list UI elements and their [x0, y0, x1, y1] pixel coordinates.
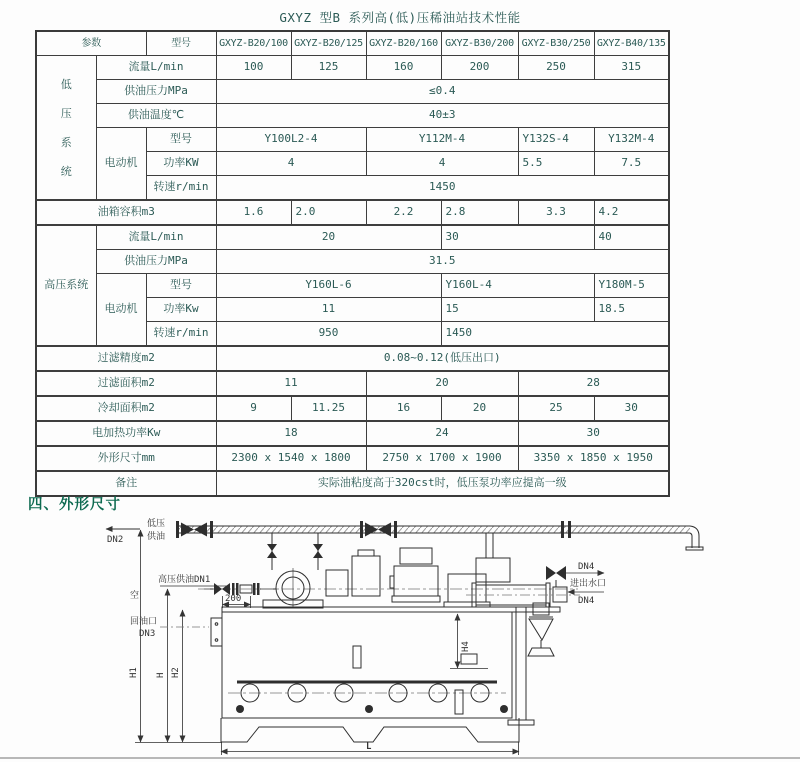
- table-cell: 电加热功率Kw: [36, 421, 216, 446]
- table-cell: 30: [594, 396, 669, 421]
- machinery: [263, 548, 580, 725]
- outline-drawing: [0, 500, 800, 758]
- table-cell: 20: [441, 396, 518, 421]
- table-cell: 9: [216, 396, 291, 421]
- table-cell: 供油温度℃: [96, 104, 216, 128]
- table-cell: 160: [366, 56, 441, 80]
- table-cell: 流量L/min: [96, 225, 216, 250]
- table-cell: 16: [366, 396, 441, 421]
- table-cell: 1450: [441, 322, 669, 347]
- table-row: [36, 446, 669, 471]
- table-row: [36, 371, 669, 396]
- page-divider: [0, 757, 800, 759]
- label-l: L: [366, 742, 372, 752]
- table-cell: 4: [366, 152, 518, 176]
- table-cell: 冷却面积m2: [36, 396, 216, 421]
- table-row: [36, 80, 669, 104]
- table-cell: 2750 x 1700 x 1900: [366, 446, 518, 471]
- label-dn4-bottom: DN4: [578, 596, 595, 606]
- table-cell: 高压系统: [36, 225, 96, 346]
- table-cell: 18.5: [594, 298, 669, 322]
- table-cell: 功率Kw: [146, 298, 216, 322]
- table-cell: 100: [216, 56, 291, 80]
- table-row: [36, 200, 669, 225]
- table-row: [36, 421, 669, 446]
- label-kong: 空: [130, 591, 140, 601]
- outline-drawing-svg: [0, 500, 800, 758]
- table-cell: GXYZ-B20/125: [291, 31, 366, 56]
- label-h: H: [156, 672, 166, 678]
- table-row: [36, 225, 669, 250]
- table-cell: 18: [216, 421, 366, 446]
- table-cell: 电动机: [96, 128, 146, 201]
- table-cell: 31.5: [216, 250, 669, 274]
- label-h1: H1: [129, 667, 139, 678]
- table-cell: 实际油粘度高于320cst时，低压泵功率应提高一级: [216, 471, 669, 496]
- table-cell: 15: [441, 298, 594, 322]
- table-cell: 20: [216, 225, 441, 250]
- label-return-port: 回油口: [130, 617, 158, 627]
- label-water-port: 进出水口: [570, 579, 607, 589]
- table-cell: 2.0: [291, 200, 366, 225]
- table-cell: 2.2: [366, 200, 441, 225]
- table-cell: Y160L-4: [441, 274, 594, 298]
- page-title: GXYZ 型B 系列高(低)压稀油站技术性能: [279, 10, 521, 25]
- table-cell: 250: [518, 56, 594, 80]
- table-cell: 4.2: [594, 200, 669, 225]
- table-row: [36, 31, 669, 56]
- table-row: [36, 56, 669, 80]
- table-cell: 40: [594, 225, 669, 250]
- table-row: [36, 274, 669, 298]
- table-cell: 功率KW: [146, 152, 216, 176]
- table-cell: 2.8: [441, 200, 518, 225]
- table-cell: GXYZ-B20/160: [366, 31, 441, 56]
- label-dn3: DN3: [139, 629, 156, 639]
- table-cell: 型号: [146, 274, 216, 298]
- table-cell: Y160L-6: [216, 274, 441, 298]
- table-cell: 5.5: [518, 152, 594, 176]
- table-cell: 4: [216, 152, 366, 176]
- table-cell: 950: [216, 322, 441, 347]
- table-cell: GXYZ-B40/135: [594, 31, 669, 56]
- table-cell: 供油压力MPa: [96, 80, 216, 104]
- table-row: [36, 104, 669, 128]
- table-cell: 24: [366, 421, 518, 446]
- table-cell: 28: [518, 371, 669, 396]
- table-cell: 3350 x 1850 x 1950: [518, 446, 669, 471]
- table-row: [36, 396, 669, 421]
- table-cell: 型号: [146, 128, 216, 152]
- table-cell: ≤0.4: [216, 80, 669, 104]
- table-row: [36, 250, 669, 274]
- table-cell: 125: [291, 56, 366, 80]
- table-cell: Y180M-5: [594, 274, 669, 298]
- table-row: [36, 346, 669, 371]
- table-cell: 转速r/min: [146, 322, 216, 347]
- table-row: [36, 471, 669, 496]
- table-cell: 30: [518, 421, 669, 446]
- table-cell: 供油压力MPa: [96, 250, 216, 274]
- table-row: [36, 128, 669, 152]
- table-cell: 转速r/min: [146, 176, 216, 201]
- table-cell: 过滤精度m2: [36, 346, 216, 371]
- table-cell: 25: [518, 396, 594, 421]
- table-cell: 1450: [216, 176, 669, 201]
- table-cell: 低压系统: [36, 56, 96, 201]
- table-cell: 2300 x 1540 x 1800: [216, 446, 366, 471]
- table-cell: 型号: [146, 31, 216, 56]
- label-supply-oil: 供油: [147, 532, 166, 542]
- table-cell: 11: [216, 371, 366, 396]
- table-cell: 油箱容积m3: [36, 200, 216, 225]
- table-cell: Y132S-4: [518, 128, 594, 152]
- label-dn4-top: DN4: [578, 562, 595, 572]
- table-cell: 0.08~0.12(低压出口): [216, 346, 669, 371]
- section-heading: 四、外形尺寸: [28, 497, 121, 513]
- table-cell: GXYZ-B30/200: [441, 31, 518, 56]
- label-hp-supply-dn1: 高压供油DN1: [158, 575, 211, 585]
- table-cell: 外形尺寸mm: [36, 446, 216, 471]
- table-cell: Y132M-4: [594, 128, 669, 152]
- dimension-lines: [106, 529, 519, 755]
- table-cell: 20: [366, 371, 518, 396]
- table-cell: 参数: [36, 31, 146, 56]
- table-cell: 过滤面积m2: [36, 371, 216, 396]
- table-cell: 1.6: [216, 200, 291, 225]
- table-cell: 电动机: [96, 274, 146, 347]
- label-h2: H2: [171, 667, 181, 678]
- table-cell: Y100L2-4: [216, 128, 366, 152]
- table-cell: 200: [441, 56, 518, 80]
- table-cell: 40±3: [216, 104, 669, 128]
- label-h4: H4: [461, 641, 471, 652]
- table-cell: 3.3: [518, 200, 594, 225]
- drawing-labels: [107, 518, 606, 752]
- table-cell: 流量L/min: [96, 56, 216, 80]
- label-low-pressure: 低压: [147, 519, 166, 529]
- table-cell: 11.25: [291, 396, 366, 421]
- label-dim-200: 200: [225, 594, 242, 604]
- table-cell: 7.5: [594, 152, 669, 176]
- label-dn2: DN2: [107, 535, 124, 545]
- table-cell: 11: [216, 298, 441, 322]
- table-cell: 30: [441, 225, 594, 250]
- table-cell: 315: [594, 56, 669, 80]
- table-cell: GXYZ-B30/250: [518, 31, 594, 56]
- table-cell: 备注: [36, 471, 216, 496]
- table-cell: GXYZ-B20/100: [216, 31, 291, 56]
- table-cell: Y112M-4: [366, 128, 518, 152]
- spec-table: [35, 30, 670, 497]
